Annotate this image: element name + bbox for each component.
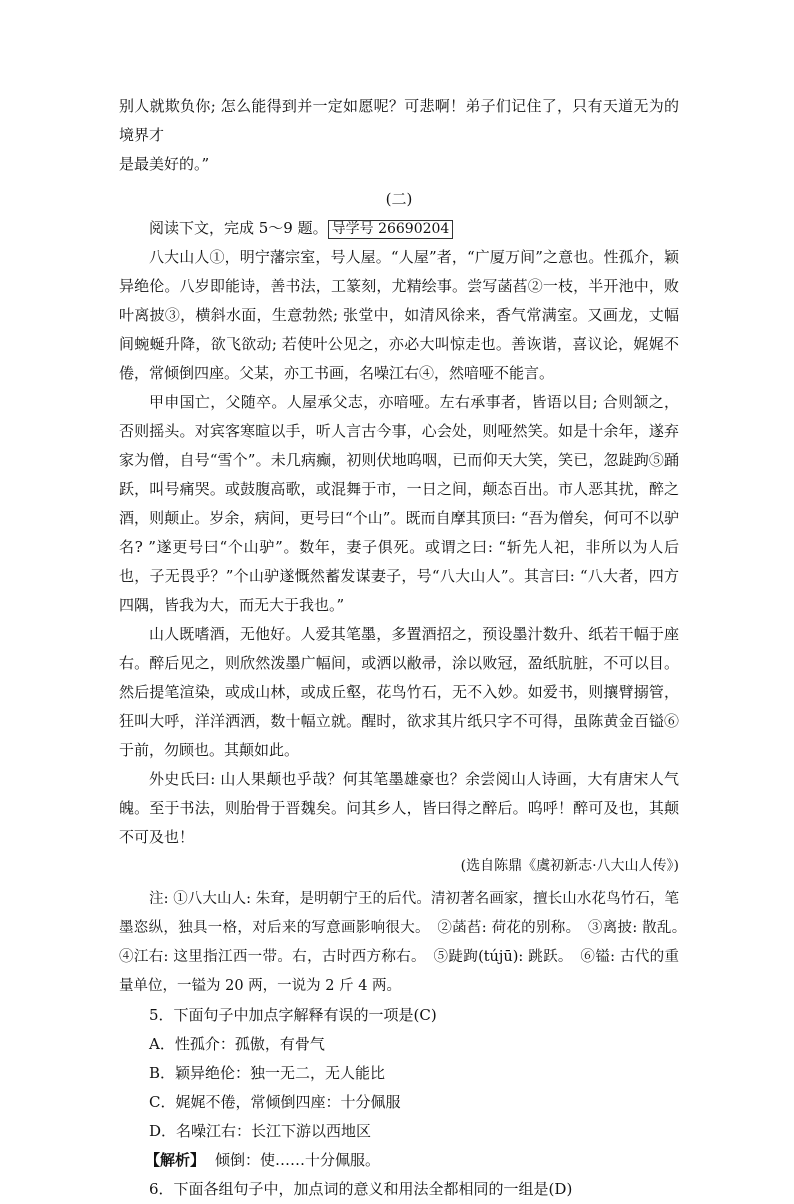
analysis-tag: 【解析】 [145, 1151, 206, 1169]
question-5-analysis [119, 1146, 679, 1175]
paragraph-4: 外史氏曰: 山人果颠也乎哉？何其笔墨雄豪也？余尝阅山人诗画，大有唐宋人气魄。至于书法，则胎骨于晋魏矣。问其乡人，皆曰得之醉后。呜呼！醉可及也，其颠不可及也！ [119, 770, 679, 846]
section-title: (二) [385, 190, 413, 208]
paragraph-2: 甲申国亡，父随卒。人屋承父志，亦喑哑。左右承事者，皆语以目; 合则颔之，否则摇头。对宾客寒暄以手，听人言古今事，心会处，则哑然笑。如是十余年，遂弃家为僧，自号“雪个”。未几病癫，初则伏地呜咽，已而仰天大笑，笑已，忽跿跔⑤踊跃，叫号痛哭。或鼓腹高歌，或混舞于市，一日之间，颠态百出。市人恶其扰，醉之酒，则颠止。岁余，病间，更号曰“个山”。既而自摩其顶曰: “吾为僧矣，何可不以驴名? ”遂更号曰“个山驴”。数年，妻子俱死。或谓之曰: “斩先人祀，非所以为人后也，子无畏乎？”个山驴遂慨然蓄发谋妻子，号“八大山人”。其言曰: “八大者，四方四隅，皆我为大，而无大于我也。” [119, 393, 679, 614]
question-6-stem [119, 1175, 679, 1204]
question-5-stem [119, 1001, 679, 1030]
question-6-text: 6．下面各组句子中，加点词的意义和用法全都相同的一组是( [149, 1180, 555, 1198]
paragraph-3: 山人既嗜酒，无他好。人爱其笔墨，多置酒招之，预设墨汁数升、纸若干幅于座右。醉后见之，则欣然泼墨广幅间，或洒以敝帚，涂以败冠，盈纸肮脏，不可以目。然后提笔渲染，或成山林，或成丘壑，花鸟竹石，无不入妙。如爱书，则攘臂搦管，狂叫大呼，洋洋洒洒，数十幅立就。醒时，欲求其片纸只字不可得，虽陈黄金百镒⑥于前，勿顾也。其颠如此。 [119, 625, 679, 759]
question-5-close: ) [430, 1006, 437, 1024]
question-5-option-a: A．性孤介：孤傲，有骨气 [149, 1035, 325, 1053]
footnotes: 注: ①八大山人: 朱耷，是明朝宁王的后代。清初著名画家，擅长山水花鸟竹石，笔墨恣纵，独具一格，对后来的写意画影响很大。 ②菡萏: 荷花的别称。 ③离披: 散乱。 ④江右: 这里指江西一带。右，古时西方称右。 ⑤跿跔(tújū): 跳跃。 ⑥镒: 古代的重量单位，一镒为 20 两，一说为 2 斤 4 两。 [119, 891, 694, 994]
intro-line-1: 别人就欺负你; 怎么能得到并一定如愿呢？可悲啊！弟子们记住了，只有天道无为的境界才 [119, 97, 679, 144]
instruction [119, 214, 679, 243]
intro-line-2: 是最美好的。” [119, 155, 210, 173]
question-5-answer: C [419, 1006, 431, 1024]
source-citation: (选自陈鼎《虞初新志·八大山人传》) [460, 858, 679, 874]
question-5-option-d: D．名噪江右：长江下游以西地区 [149, 1122, 372, 1140]
question-5-text: 5．下面句子中加点字解释有误的一项是( [149, 1006, 420, 1024]
paragraph-1: 八大山人①，明宁藩宗室，号人屋。“人屋”者，“广厦万间”之意也。性孤介，颖异绝伦。八岁即能诗，善书法，工篆刻，尤精绘事。尝写菡萏②一枝，半开池中，败叶离披③，横斜水面，生意勃然; 张堂中，如清风徐来，香气常满室。又画龙，丈幅间蜿蜒升降，欲飞欲动; 若使叶公见之，亦必大叫惊走也。善诙谐，喜议论，娓娓不倦，常倾倒四座。父某，亦工书画，名噪江右④，然喑哑不能言。 [119, 248, 679, 382]
question-6-close: ) [566, 1180, 573, 1198]
question-6-answer: D [554, 1180, 567, 1198]
guide-number-box[interactable]: 导学号 26690204 [328, 220, 454, 239]
document-body [119, 92, 694, 1204]
question-5-option-c: C．娓娓不倦，常倾倒四座：十分佩服 [149, 1093, 401, 1111]
instruction-text: 阅读下文，完成 5～9 题。 [149, 219, 328, 237]
analysis-text: 倾倒：使……十分佩服。 [215, 1151, 381, 1169]
question-5-option-b: B．颖异绝伦：独一无二，无人能比 [149, 1064, 386, 1082]
